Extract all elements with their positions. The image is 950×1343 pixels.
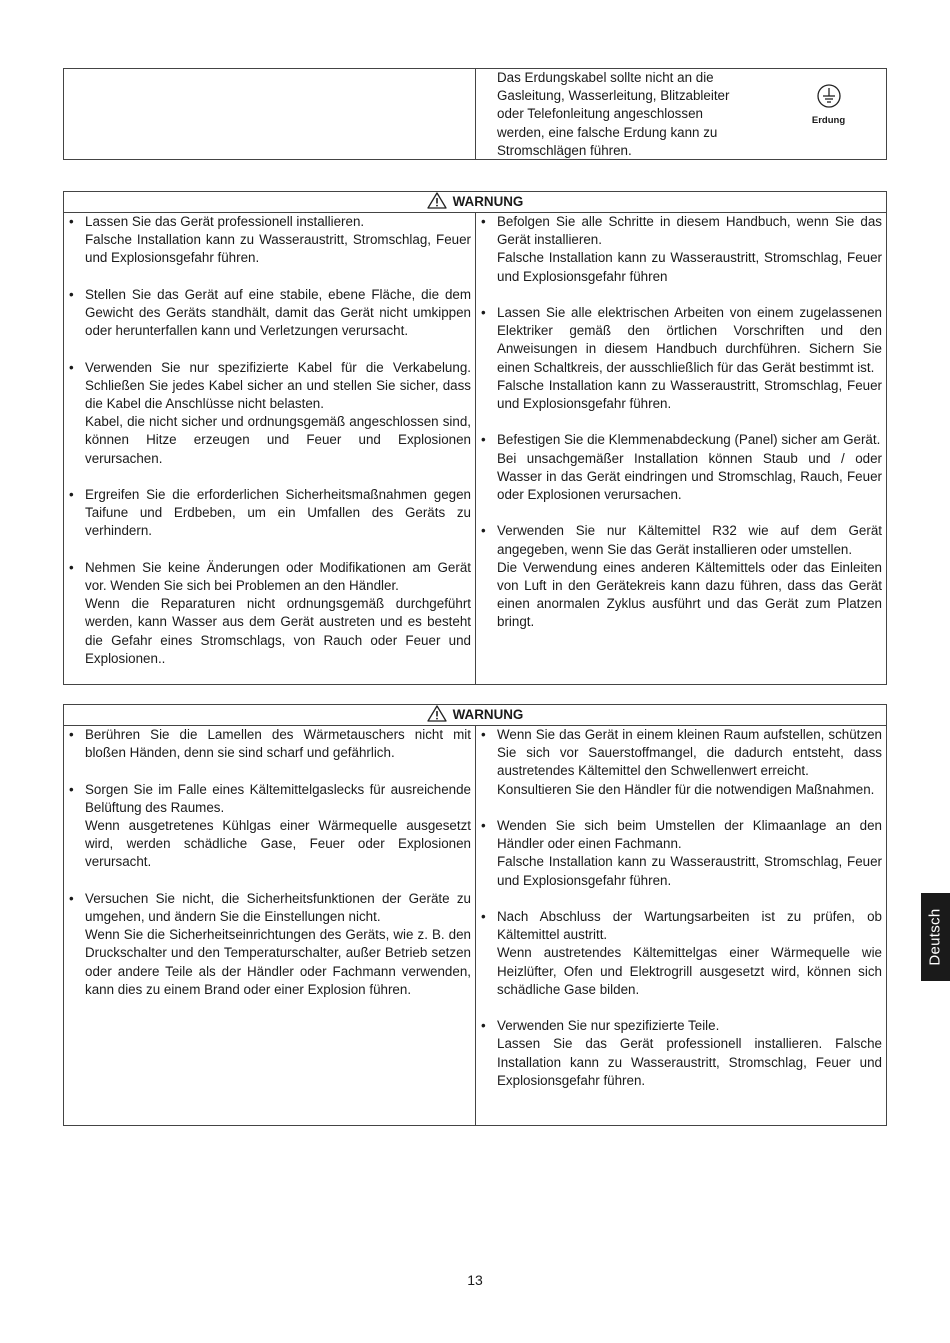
grounding-note-text bbox=[476, 69, 771, 160]
item-text: Die Verwendung eines anderen Kältemittels oder das Einleiten von Luft in den Gerätekreis kann dazu führen, dass das Gerät einen anormalen Zyklus ausführt und das Gerät zum Platzen bringt. bbox=[497, 559, 882, 630]
list-item bbox=[480, 726, 882, 799]
bullet: • bbox=[69, 487, 74, 502]
item-text: Wenn die Reparaturen nicht ordnungsgemäß durchgeführt werden, kann Wasser aus dem Gerät austreten und es besteht die Gefahr eines Stromschlags, von Rauch oder Feuer und Explosionen.. bbox=[85, 596, 471, 666]
warning-title: WARNUNG bbox=[452, 194, 524, 209]
bullet: • bbox=[481, 818, 486, 833]
list-item bbox=[68, 213, 471, 268]
bullet: • bbox=[69, 559, 74, 575]
list-item bbox=[480, 908, 882, 999]
item-text: Falsche Installation kann zu Wasseraustritt, Stromschlag, Feuer und Explosionsgefahr führen. bbox=[497, 854, 882, 888]
item-text: Konsultieren Sie den Händler für die notwendigen Maßnahmen. bbox=[497, 781, 875, 797]
grounding-symbol bbox=[771, 69, 886, 160]
list-item bbox=[480, 522, 882, 631]
item-text: Wenn Sie das Gerät in einem kleinen Raum aufstellen, schützen Sie sich vor Sauerstoffmangel, die dadurch entsteht, dass austretendes Kältemittel den Schwellenwert erreicht. bbox=[497, 727, 882, 779]
grounding-note-cell bbox=[476, 69, 886, 160]
bullet: • bbox=[69, 781, 74, 797]
warning-triangle-icon bbox=[427, 192, 447, 209]
item-text: Bei unsachgemäßer Installation können Staub und / oder Wasser in das Gerät eindringen und Stromschlag, Rauch, Feuer oder Explosionen verursachen. bbox=[497, 450, 882, 503]
item-text: Falsche Installation kann zu Wasseraustritt, Stromschlag, Feuer und Explosionsgefahr führen. bbox=[85, 232, 471, 266]
item-text: Sorgen Sie im Falle eines Kältemittelgaslecks für ausreichende Belüftung des Raumes. bbox=[85, 781, 471, 815]
bullet: • bbox=[481, 432, 486, 448]
bullet: • bbox=[481, 305, 486, 320]
grounding-line: werden, eine falsche Erdung kann zu bbox=[497, 124, 718, 140]
list-item bbox=[68, 559, 471, 668]
warning-table-2 bbox=[63, 704, 887, 1126]
bullet: • bbox=[69, 727, 74, 742]
item-text: Wenn Sie die Sicherheitseinrichtungen des Geräts, wie z. B. den Druckschalter und den Temperaturschalter, außer Betrieb setzen oder andere Teile als der Händler oder Fachmann verwenden, kann dies zu einem Brand oder einer Explosion führen. bbox=[85, 927, 471, 997]
ground-symbol-icon bbox=[816, 83, 842, 109]
bullet: • bbox=[481, 214, 486, 229]
item-text: Kabel, die nicht sicher und ordnungsgemäß angeschlossen sind, können Hitze erzeugen und Feuer und Explosionen verursachen. bbox=[85, 414, 471, 466]
item-text: Befestigen Sie die Klemmenabdeckung (Panel) sicher am Gerät. bbox=[497, 432, 881, 448]
item-text: Versuchen Sie nicht, die Sicherheitsfunktionen der Geräte zu umgehen, und ändern Sie die Einstellungen nicht. bbox=[85, 890, 471, 924]
warning-title: WARNUNG bbox=[452, 707, 524, 722]
grounding-line: Stromschlägen führen. bbox=[497, 142, 632, 158]
item-text: Verwenden Sie nur spezifizierte Kabel für die Verkabelung. Schließen Sie jedes Kabel sicher an und stellen Sie sicher, dass die Kabel die Anschlüsse nicht belasten. bbox=[85, 359, 471, 411]
list-item bbox=[480, 1017, 882, 1090]
item-text: Verwenden Sie nur spezifizierte Teile. bbox=[497, 1018, 720, 1034]
item-text: Wenden Sie sich beim Umstellen der Klimaanlage an den Händler oder einen Fachmann. bbox=[497, 818, 882, 852]
warning-2-left-column bbox=[64, 726, 476, 1126]
item-text: Verwenden Sie nur Kältemittel R32 wie auf dem Gerät angegeben, wenn Sie das Gerät installieren oder umstellen. bbox=[497, 523, 882, 557]
grounding-icon-label: Erdung bbox=[811, 115, 846, 127]
list-item bbox=[480, 431, 882, 504]
list-item bbox=[68, 726, 471, 762]
item-text: Wenn austretendes Kältemittelgas einer Wärmequelle wie Heizlüfter, Ofen und Elektrogrill ausgesetzt wird, können sich schädliche Gase bilden. bbox=[497, 945, 882, 997]
item-text: Lassen Sie das Gerät professionell installieren. bbox=[85, 214, 365, 229]
list-item bbox=[68, 359, 471, 468]
item-text: Berühren Sie die Lamellen des Wärmetauschers nicht mit bloßen Händen, denn sie sind scharf und gefährlich. bbox=[85, 727, 471, 761]
list-item bbox=[480, 817, 882, 890]
item-text: Nehmen Sie keine Änderungen oder Modifikationen am Gerät vor. Wenden Sie sich bei Problemen an den Händler. bbox=[85, 559, 471, 593]
warning-triangle-icon bbox=[427, 705, 447, 722]
warning-header bbox=[64, 705, 886, 726]
warning-header bbox=[64, 192, 886, 213]
list-item bbox=[68, 286, 471, 341]
bullet: • bbox=[481, 1018, 486, 1034]
item-text: Lassen Sie das Gerät professionell installieren. Falsche Installation kann zu Wasseraustritt, Stromschlag, Feuer und Explosionsgefahr führen. bbox=[497, 1036, 882, 1088]
list-item bbox=[68, 890, 471, 999]
bullet: • bbox=[69, 890, 74, 906]
grounding-line: Gasleitung, Wasserleitung, Blitzableiter bbox=[497, 88, 730, 104]
language-tab-label: Deutsch bbox=[926, 908, 944, 966]
warning-1-left-column bbox=[64, 213, 476, 685]
list-item bbox=[68, 486, 471, 541]
grounding-empty-cell bbox=[64, 69, 476, 159]
warning-2-right-column bbox=[476, 726, 886, 1126]
bullet: • bbox=[69, 359, 74, 375]
list-item bbox=[480, 213, 882, 286]
bullet: • bbox=[481, 727, 486, 742]
bullet: • bbox=[69, 286, 74, 302]
grounding-line: Das Erdungskabel sollte nicht an die bbox=[497, 70, 714, 85]
item-text: Befolgen Sie alle Schritte in diesem Handbuch, wenn Sie das Gerät installieren. bbox=[497, 214, 882, 248]
item-text: Nach Abschluss der Wartungsarbeiten ist zu prüfen, ob Kältemittel austritt. bbox=[497, 909, 882, 943]
bullet: • bbox=[481, 523, 486, 539]
warning-table-1 bbox=[63, 191, 887, 685]
item-text: Falsche Installation kann zu Wasseraustritt, Stromschlag, Feuer und Explosionsgefahr führen bbox=[497, 250, 882, 284]
list-item bbox=[480, 304, 882, 413]
list-item bbox=[68, 781, 471, 872]
item-text: Falsche Installation kann zu Wasseraustritt, Stromschlag, Feuer und Explosionsgefahr führen. bbox=[497, 377, 882, 412]
grounding-note-table bbox=[63, 68, 887, 160]
item-text: Stellen Sie das Gerät auf eine stabile, ebene Fläche, die dem Gewicht des Geräts standhält, damit das Gerät nicht umkippen oder herunterfallen kann und Verletzungen verursacht. bbox=[85, 286, 471, 339]
language-tab bbox=[921, 893, 950, 981]
page-number: 13 bbox=[467, 1272, 483, 1288]
bullet: • bbox=[69, 214, 74, 229]
item-text: Wenn ausgetretenes Kühlgas einer Wärmequelle ausgesetzt wird, werden schädliche Gase, Feuer oder Explosionen verursacht. bbox=[85, 818, 471, 870]
item-text: Lassen Sie alle elektrischen Arbeiten von einem zugelassenen Elektriker gemäß den örtlichen Vorschriften und den Anweisungen in diesem Handbuch durchführen. Sichern Sie einen Schaltkreis, der ausschließlich für das Gerät bestimmt ist. bbox=[497, 305, 882, 375]
item-text: Ergreifen Sie die erforderlichen Sicherheitsmaßnahmen gegen Taifune und Erdbeben, um ein Umfallen des Geräts zu verhindern. bbox=[85, 487, 471, 539]
warning-1-right-column bbox=[476, 213, 886, 685]
bullet: • bbox=[481, 909, 486, 924]
grounding-line: oder Telefonleitung angeschlossen bbox=[497, 106, 703, 122]
